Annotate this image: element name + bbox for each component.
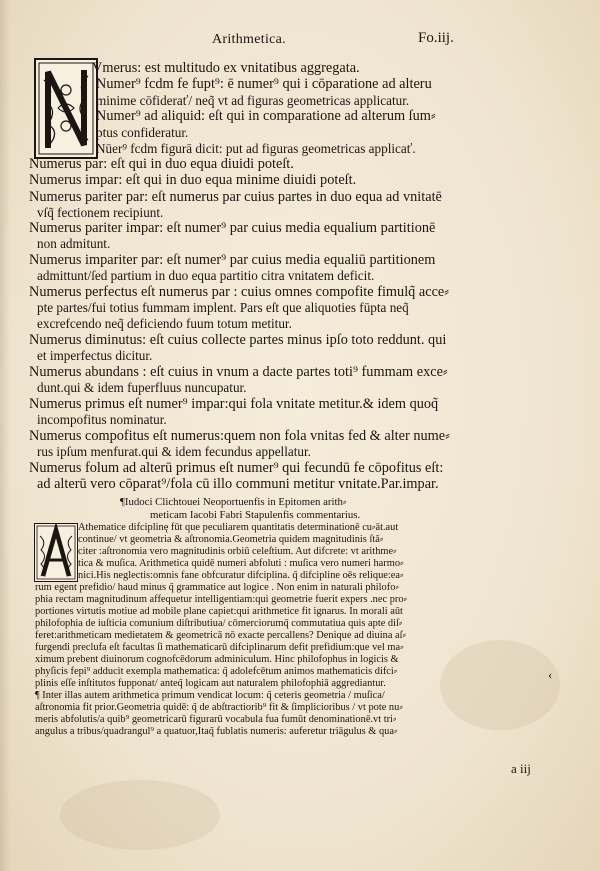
definition-line: vſq̃ fectionem recipiunt. — [37, 205, 164, 220]
decorated-initial-n-icon — [34, 58, 98, 159]
definition-line: Vmerus: est multitudo ex vnitatibus aggregata. — [92, 60, 360, 76]
folio-number: Fo.iij. — [418, 30, 454, 46]
definition-line: excrefcendo neq̃ deficiendo fuum totum metitur. — [37, 316, 292, 331]
commentary-line: ximum prebent diuinorum cognofcēdorum adminiculum. Hinc philofophus in logicis & — [35, 654, 399, 665]
commentary-line: angulus a tribus/quadrangul⁹ a quatuor,Itaq̃ fublatis numeris: auferetur triāgulus & qua⸗ — [35, 726, 398, 737]
commentary-line: furgendi preclufa eſt facultas ſi mathematicarū difciplinarum defit prefidium:que vel ma⸗ — [35, 642, 404, 653]
decorated-initial-a-icon — [34, 523, 78, 582]
commentary-line: philofophia de iuſticia comunium diſtributiua/ cōmerciorumq̃ commutatiua quis apte diſ⸗ — [35, 618, 403, 629]
commentary-line: feret:arithmeticam medietatem & geometricā nō exacte percallens? Denique ad diuina aſ⸗ — [35, 630, 406, 641]
definition-line: Numerus pariter par: eſt numerus par cuius partes in duo equa ad vnitatē — [29, 189, 442, 205]
definition-line: Numerus abundans : eſt cuius in vnum a dacte partes toti⁹ fummam exce⸗ — [29, 364, 448, 380]
definition-line: ptus confideratur. — [96, 125, 189, 140]
commentary-line: citer :aſtronomia vero magnitudinis orbiū celeſtium. Aut difcrete: vt arithme⸗ — [78, 546, 397, 557]
definition-line: rus ipſum menfurat.qui & idem fecundus appellatur. — [37, 444, 311, 459]
commentary-line: portiones virtutis motiue ad mobile plane capiet:qui arithmetice fit ignarus. In morali aūt — [35, 606, 403, 617]
commentary-line: meris abfolutis/a quib⁹ geometricarū figurarū vocabula fua fumūt denominationē.vt tri⸗ — [35, 714, 397, 725]
definition-line: pte partes/fui totius fummam implent. Pars eſt que aliquoties fūpta neq̃ — [37, 300, 409, 315]
paper-stain — [60, 780, 220, 850]
commentary-line: Athematice difciplinę fūt que peculiarem quantitatis determinationē cu⸗āt.aut — [78, 522, 399, 533]
marginal-mark: ‹ — [548, 667, 553, 682]
definition-line: Numerus impar: eſt qui in duo equa minime diuidi poteſt. — [29, 172, 357, 188]
definition-line: Numer⁹ fcdm fe fupt⁹: ē numer⁹ qui i cōparatione ad alteru — [96, 76, 432, 92]
running-title: Arithmetica. — [212, 32, 286, 47]
commentary-line: plinis eſſe inſtitutos fupponat/ anteq̃ logicam aut naturalem philofophiā aggrediantur. — [35, 678, 386, 689]
commentary-line: tica & muſica. Arithmetica quidē numeri abfoluti : muſica vero numeri harmo⸗ — [78, 558, 404, 569]
commentary-heading-line: ¶Iudoci Clichtouei Neoportuenfis in Epitomen arith⸗ — [120, 496, 347, 508]
page-header — [0, 29, 600, 51]
definition-line: Numerus primus eſt numer⁹ impar:qui fola vnitate metitur.& idem quoq̃ — [29, 396, 439, 412]
definition-line: non admitunt. — [37, 236, 111, 251]
commentary-line: nici.His neglectis:omnis fane obfcuratur difciplina. q̃ difcipline oēs relique:ea⸗ — [78, 570, 404, 581]
definition-line: Numerus folum ad alterū primus eſt numer⁹ qui fecundū fe cōpofitus eſt: — [29, 460, 444, 476]
signature-mark: a iij — [511, 761, 531, 776]
commentary-line: phyſicis fepi⁹ adducit exempla mathematica: q̃ adolefcētum animos mathematicis difci⸗ — [35, 666, 398, 677]
commentary-line: phia rectam magnitudinum affequetur intelligentiam:qui geometrie fuerit expers .nec pro⸗ — [35, 594, 408, 605]
definition-line: ad alterū vero cōparat⁹/fola cū illo communi metitur vnitate.Par.impar. — [37, 476, 439, 492]
definition-line: Numerus diminutus: eſt cuius collecte partes minus ipſo toto reddunt. qui — [29, 332, 447, 348]
definition-line: et imperfectus dicitur. — [37, 348, 153, 363]
definition-line: Numerus compofitus eſt numerus:quem non fola vnitas fed & alter nume⸗ — [29, 428, 450, 444]
commentary-line: continue/ vt geometria & aſtronomia.Geometria quidem magnitudinis ſtā⸗ — [78, 534, 384, 545]
definition-line: Nūer⁹ fcdm figurā dicit: put ad figuras geometricas applicať. — [96, 141, 416, 156]
definition-line: Numerus perfectus eſt numerus par : cuius omnes compofite fimulq̃ acce⸗ — [29, 284, 450, 300]
commentary-heading-line: meticam Iacobi Fabri Stapulenfis commentarius. — [150, 509, 361, 521]
definition-line: dunt.qui & idem fuperfluus nuncupatur. — [37, 380, 247, 395]
commentary-line: aſtronomia fit prior.Geometria quidē: q̃ de abſtractiorib⁹ fit & ſimplicioribus / vt pote nu⸗ — [35, 702, 403, 713]
definition-line: Numerus pariter impar: eſt numer⁹ par cuius media equalium partitionē — [29, 220, 436, 236]
definition-line: admittunt/ſed partium in duo equa partitio citra vnitatem deficit. — [37, 268, 375, 283]
definition-line: minime cōfiderať/ neq̃ vt ad figuras geometricas applicatur. — [96, 93, 410, 108]
commentary-line: rum egent prefidio/ haud minus q̃ grammatice aut logice . Non enim in naturali philofo⸗ — [35, 582, 399, 593]
definition-line: incompofitus nominatur. — [37, 412, 167, 427]
definition-line: Numerus par: eſt qui in duo equa diuidi poteſt. — [29, 156, 294, 172]
paper-stain — [440, 640, 560, 730]
definition-line: Numer⁹ ad aliquid: eſt qui in comparatione ad alterum ſum⸗ — [96, 108, 436, 124]
definition-line: Numerus impariter par: eſt numer⁹ par cuius media equaliū partitionem — [29, 252, 436, 268]
commentary-line: ¶ Inter illas autem arithmetica primum vendicat locum: q̃ ceteris geometria / muſica/ — [35, 690, 385, 701]
